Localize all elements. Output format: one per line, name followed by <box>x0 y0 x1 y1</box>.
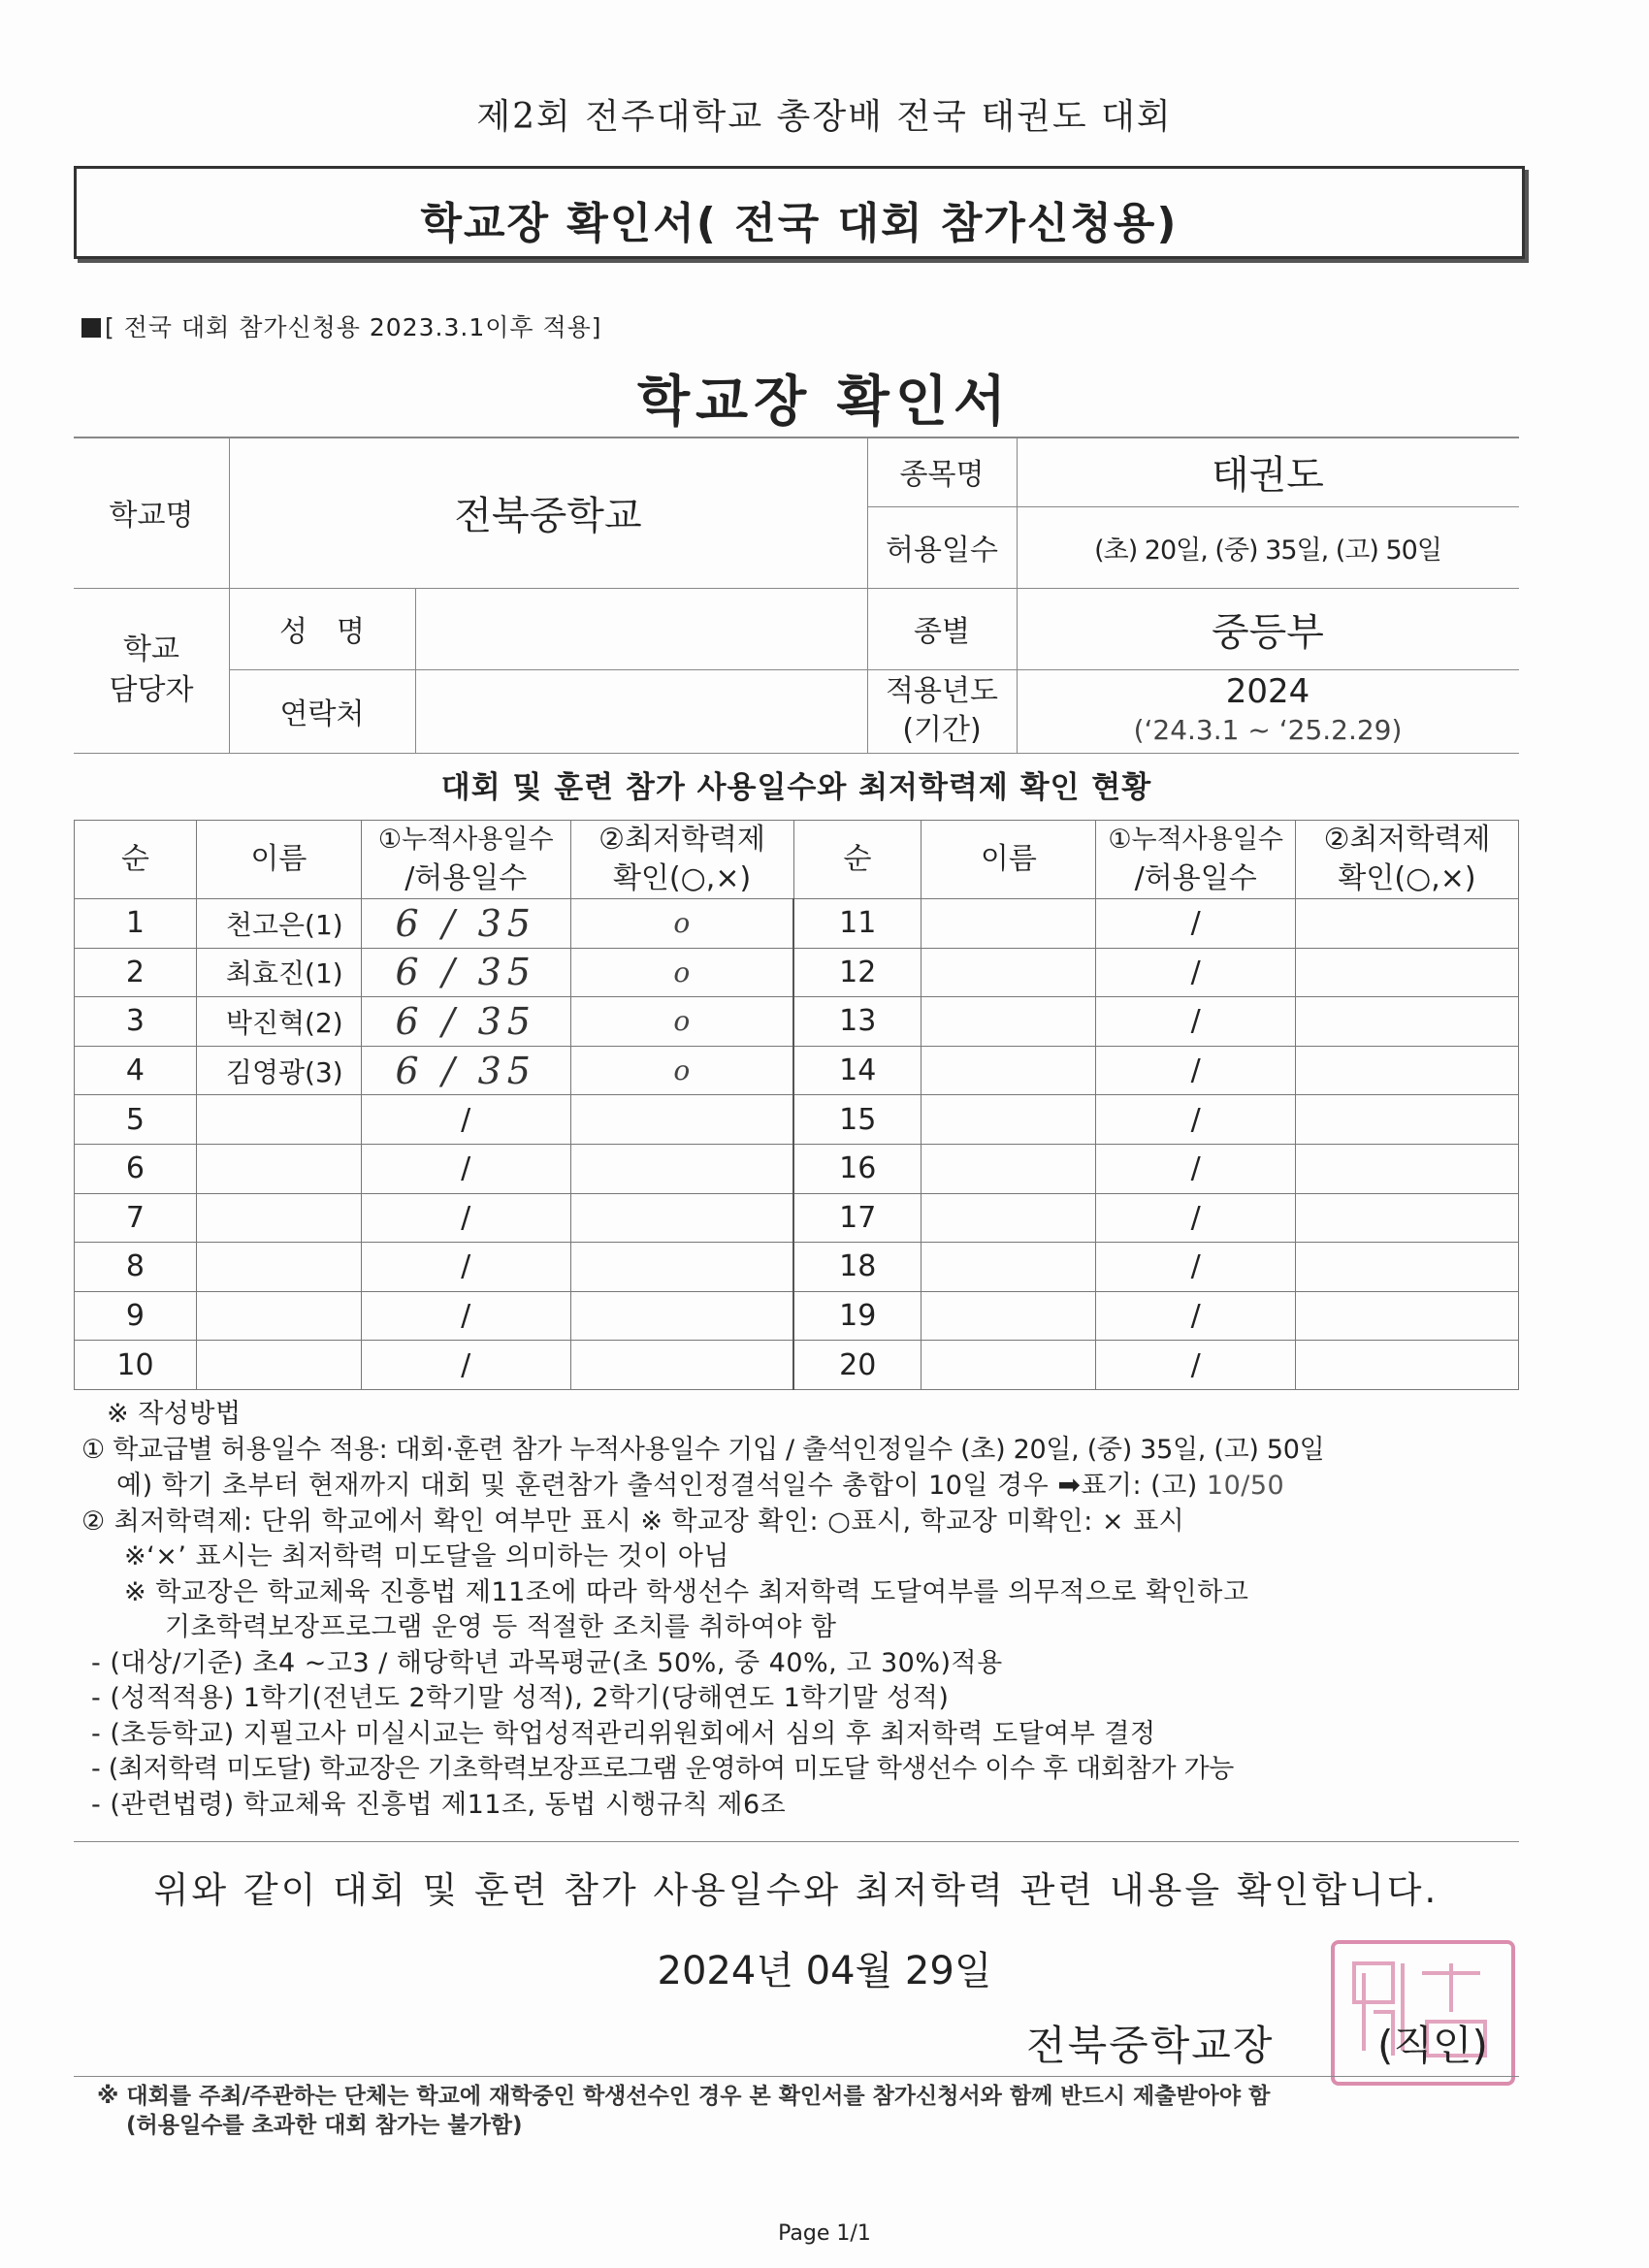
row-days: / <box>361 1095 570 1145</box>
instructions-line2-label: 표기: (고) <box>1081 1471 1198 1501</box>
division-label: 종별 <box>914 615 970 649</box>
row-name-right <box>922 1095 1096 1145</box>
instructions-line3: ② 최저학력제: 단위 학교에서 확인 여부만 표시 ※ 학교장 확인: ○표시, 학교장 미확인: × 표시 <box>81 1506 1185 1537</box>
table-row <box>75 1095 1519 1145</box>
instructions-line4: ※‘×’ 표시는 최저학력 미도달을 의미하는 것이 아님 <box>124 1541 729 1571</box>
row-name: 박진혁(2) <box>196 997 361 1047</box>
row-days-right: / <box>1096 948 1296 997</box>
row-days: / <box>361 1243 570 1292</box>
row-check <box>570 1291 793 1341</box>
row-days: 6 / 35 <box>361 997 570 1047</box>
header-days <box>361 821 570 899</box>
year-label <box>867 669 1017 753</box>
row-name <box>196 1193 361 1243</box>
contact-group-label-line2: 담당자 <box>109 673 194 707</box>
row-days-right: / <box>1096 1243 1296 1292</box>
row-days-right: / <box>1096 1193 1296 1243</box>
event-title: 제2회 전주대학교 총장배 전국 태권도 대회 <box>476 97 1173 137</box>
row-check-right <box>1296 1243 1519 1292</box>
banner <box>74 166 1525 259</box>
instructions-line10: - (최저학력 미도달) 학교장은 기초학력보장프로그램 운영하여 미도달 학생선수 이수 후 대회참가 가능 <box>91 1754 1235 1784</box>
row-seq-right: 20 <box>793 1341 922 1390</box>
contact-group-label-line1: 학교 <box>123 632 179 666</box>
year-value-period: (‘24.3.1 ~ ‘25.2.29) <box>1133 714 1403 746</box>
header-days-line2: /허용일수 <box>404 861 528 895</box>
row-check <box>570 1243 793 1292</box>
row-days-right: / <box>1096 1046 1296 1095</box>
header-name: 이름 <box>196 821 361 899</box>
row-seq: 10 <box>75 1341 197 1390</box>
row-check-right <box>1296 1341 1519 1390</box>
sport-value: 태권도 <box>1212 452 1324 498</box>
person-phone-value <box>415 669 867 753</box>
table-row <box>75 948 1519 997</box>
row-check-right <box>1296 948 1519 997</box>
table-row <box>75 1046 1519 1095</box>
row-check-right <box>1296 1095 1519 1145</box>
row-name <box>196 1243 361 1292</box>
table-row <box>75 1291 1519 1341</box>
row-seq: 8 <box>75 1243 197 1292</box>
row-seq-right: 16 <box>793 1144 922 1193</box>
right-arrow-icon: ➡ <box>1057 1469 1082 1501</box>
table-row <box>75 1193 1519 1243</box>
confirmation-statement: 위와 같이 대회 및 훈련 참가 사용일수와 최저학력 관련 내용을 확인합니다. <box>153 1869 1439 1911</box>
year-value-year: 2024 <box>1225 672 1310 711</box>
row-seq-right: 15 <box>793 1095 922 1145</box>
row-name: 김영광(3) <box>196 1046 361 1095</box>
row-check: o <box>570 948 793 997</box>
row-name: 천고은(1) <box>196 899 361 949</box>
year-value <box>1017 669 1519 753</box>
instructions-line2-text: 예) 학기 초부터 현재까지 대회 및 훈련참가 출석인정결석일수 총합이 10일 경우 <box>116 1471 1050 1501</box>
header-days-right-line1: ①누적사용일수 <box>1108 825 1284 855</box>
row-days-right: / <box>1096 1291 1296 1341</box>
school-name-value: 전북중학교 <box>454 493 642 538</box>
row-name <box>196 1095 361 1145</box>
table-row <box>75 1144 1519 1193</box>
footer-note <box>97 2082 1270 2140</box>
row-check <box>570 1193 793 1243</box>
header-check-line1: ②최저학력제 <box>598 823 765 857</box>
row-seq-right: 17 <box>793 1193 922 1243</box>
row-days: / <box>361 1291 570 1341</box>
row-seq: 6 <box>75 1144 197 1193</box>
row-name-right <box>922 1193 1096 1243</box>
square-bullet-icon <box>81 318 101 338</box>
header-days-line1: ①누적사용일수 <box>377 825 554 855</box>
instructions-line6: 기초학력보장프로그램 운영 등 적절한 조치를 취하여야 함 <box>165 1612 837 1642</box>
row-seq: 3 <box>75 997 197 1047</box>
row-seq-right: 14 <box>793 1046 922 1095</box>
row-name-right <box>922 1243 1096 1292</box>
header-check-right <box>1296 821 1519 899</box>
table-row <box>75 1243 1519 1292</box>
row-check-right <box>1296 1291 1519 1341</box>
row-seq-right: 13 <box>793 997 922 1047</box>
row-name: 최효진(1) <box>196 948 361 997</box>
allowed-days-label: 허용일수 <box>886 534 998 567</box>
row-name <box>196 1341 361 1390</box>
row-name-right <box>922 1341 1096 1390</box>
footer-divider <box>74 2076 1519 2077</box>
allowed-days-value: (초) 20일, (중) 35일, (고) 50일 <box>1094 535 1441 566</box>
row-seq-right: 11 <box>793 899 922 949</box>
page-number: Page 1/1 <box>778 2221 871 2246</box>
row-check <box>570 1144 793 1193</box>
row-name-right <box>922 899 1096 949</box>
row-seq: 5 <box>75 1095 197 1145</box>
row-seq-right: 19 <box>793 1291 922 1341</box>
applicability-note-text: [ 전국 대회 참가신청용 2023.3.1이후 적용] <box>105 313 602 341</box>
row-seq: 4 <box>75 1046 197 1095</box>
header-check-right-line1: ②최저학력제 <box>1323 823 1491 857</box>
row-name-right <box>922 1144 1096 1193</box>
row-name-right <box>922 948 1096 997</box>
row-seq: 1 <box>75 899 197 949</box>
row-seq: 7 <box>75 1193 197 1243</box>
school-name-label: 학교명 <box>109 499 194 533</box>
row-days: 6 / 35 <box>361 948 570 997</box>
applicability-note <box>81 308 602 343</box>
section-title: 대회 및 훈련 참가 사용일수와 최저학력제 확인 현황 <box>440 770 1152 805</box>
instructions-line1: ① 학교급별 허용일수 적용: 대회·훈련 참가 누적사용일수 기입 / 출석인정일수 (초) 20일, (중) 35일, (고) 50일 <box>81 1434 1325 1465</box>
row-name-right <box>922 1046 1096 1095</box>
year-label-line2: (기간) <box>902 713 982 747</box>
row-days: 6 / 35 <box>361 899 570 949</box>
instructions-line5: ※ 학교장은 학교체육 진흥법 제11조에 따라 학생선수 최저학력 도달여부를 의무적으로 확인하고 <box>124 1576 1249 1607</box>
signer-name: 전북중학교장 <box>1026 2022 1275 2069</box>
table-row <box>75 1341 1519 1390</box>
row-check-right <box>1296 997 1519 1047</box>
row-days: / <box>361 1341 570 1390</box>
row-days-right: / <box>1096 1144 1296 1193</box>
person-phone-label: 연락처 <box>279 697 365 731</box>
row-name <box>196 1291 361 1341</box>
footer-note-line2: (허용일수를 초과한 대회 참가는 불가함) <box>126 2113 523 2138</box>
footer-note-line1: ※ 대회를 주최/주관하는 단체는 학교에 재학중인 학생선수인 경우 본 확인서를 참가신청서와 함께 반드시 제출받아야 함 <box>97 2084 1271 2109</box>
instructions-line2-example: 10/50 <box>1206 1471 1285 1501</box>
row-check-right <box>1296 899 1519 949</box>
row-check: o <box>570 899 793 949</box>
contact-group-label <box>74 588 229 753</box>
row-seq: 9 <box>75 1291 197 1341</box>
header-check <box>570 821 793 899</box>
seal-label: (직인) <box>1377 2022 1488 2069</box>
instructions-line7: - (대상/기준) 초4 ~고3 / 해당학년 과목평균(초 50%, 중 40%, 고 30%)적용 <box>91 1647 1003 1678</box>
year-label-line1: 적용년도 <box>886 674 998 708</box>
instructions-line9: - (초등학교) 지필고사 미실시교는 학업성적관리위원회에서 심의 후 최저학력 도달여부 결정 <box>91 1718 1156 1749</box>
row-days: / <box>361 1144 570 1193</box>
row-check-right <box>1296 1193 1519 1243</box>
instructions-line11: - (관련법령) 학교체육 진흥법 제11조, 동법 시행규칙 제6조 <box>91 1789 787 1820</box>
row-days-right: / <box>1096 1341 1296 1390</box>
row-days-right: / <box>1096 997 1296 1047</box>
usage-table <box>74 820 1519 1390</box>
instructions-heading: ※ 작성방법 <box>107 1399 242 1429</box>
sport-label: 종목명 <box>899 458 985 492</box>
row-check-right <box>1296 1046 1519 1095</box>
header-seq-right: 순 <box>793 821 922 899</box>
divider <box>74 1841 1519 1842</box>
instructions-line8: - (성적적용) 1학기(전년도 2학기말 성적), 2학기(당해연도 1학기말 성적) <box>91 1683 950 1713</box>
table-header-row <box>75 821 1519 899</box>
header-days-right-line2: /허용일수 <box>1134 861 1257 895</box>
header-check-right-line2: 확인(○,×) <box>1338 861 1476 895</box>
instructions-line2 <box>81 1468 1536 1505</box>
person-name-value <box>415 588 867 669</box>
row-name <box>196 1144 361 1193</box>
issue-date: 2024년 04월 29일 <box>657 1949 992 1993</box>
main-title: 학교장 확인서 <box>636 371 1013 434</box>
row-days: 6 / 35 <box>361 1046 570 1095</box>
row-name-right <box>922 997 1096 1047</box>
row-days-right: / <box>1096 899 1296 949</box>
row-seq-right: 12 <box>793 948 922 997</box>
row-check: o <box>570 1046 793 1095</box>
person-name-label: 성 명 <box>279 615 365 649</box>
row-seq: 2 <box>75 948 197 997</box>
row-check: o <box>570 997 793 1047</box>
table-row <box>75 899 1519 949</box>
row-check <box>570 1341 793 1390</box>
row-name-right <box>922 1291 1096 1341</box>
instructions <box>81 1397 1536 1823</box>
banner-title: 학교장 확인서( 전국 대회 참가신청용) <box>420 199 1179 248</box>
header-days-right <box>1096 821 1296 899</box>
row-days: / <box>361 1193 570 1243</box>
division-value: 중등부 <box>1212 609 1324 655</box>
row-check <box>570 1095 793 1145</box>
row-days-right: / <box>1096 1095 1296 1145</box>
header-check-line2: 확인(○,×) <box>612 861 752 895</box>
header-name-right: 이름 <box>922 821 1096 899</box>
row-seq-right: 18 <box>793 1243 922 1292</box>
row-check-right <box>1296 1144 1519 1193</box>
header-seq: 순 <box>75 821 197 899</box>
table-row <box>75 997 1519 1047</box>
